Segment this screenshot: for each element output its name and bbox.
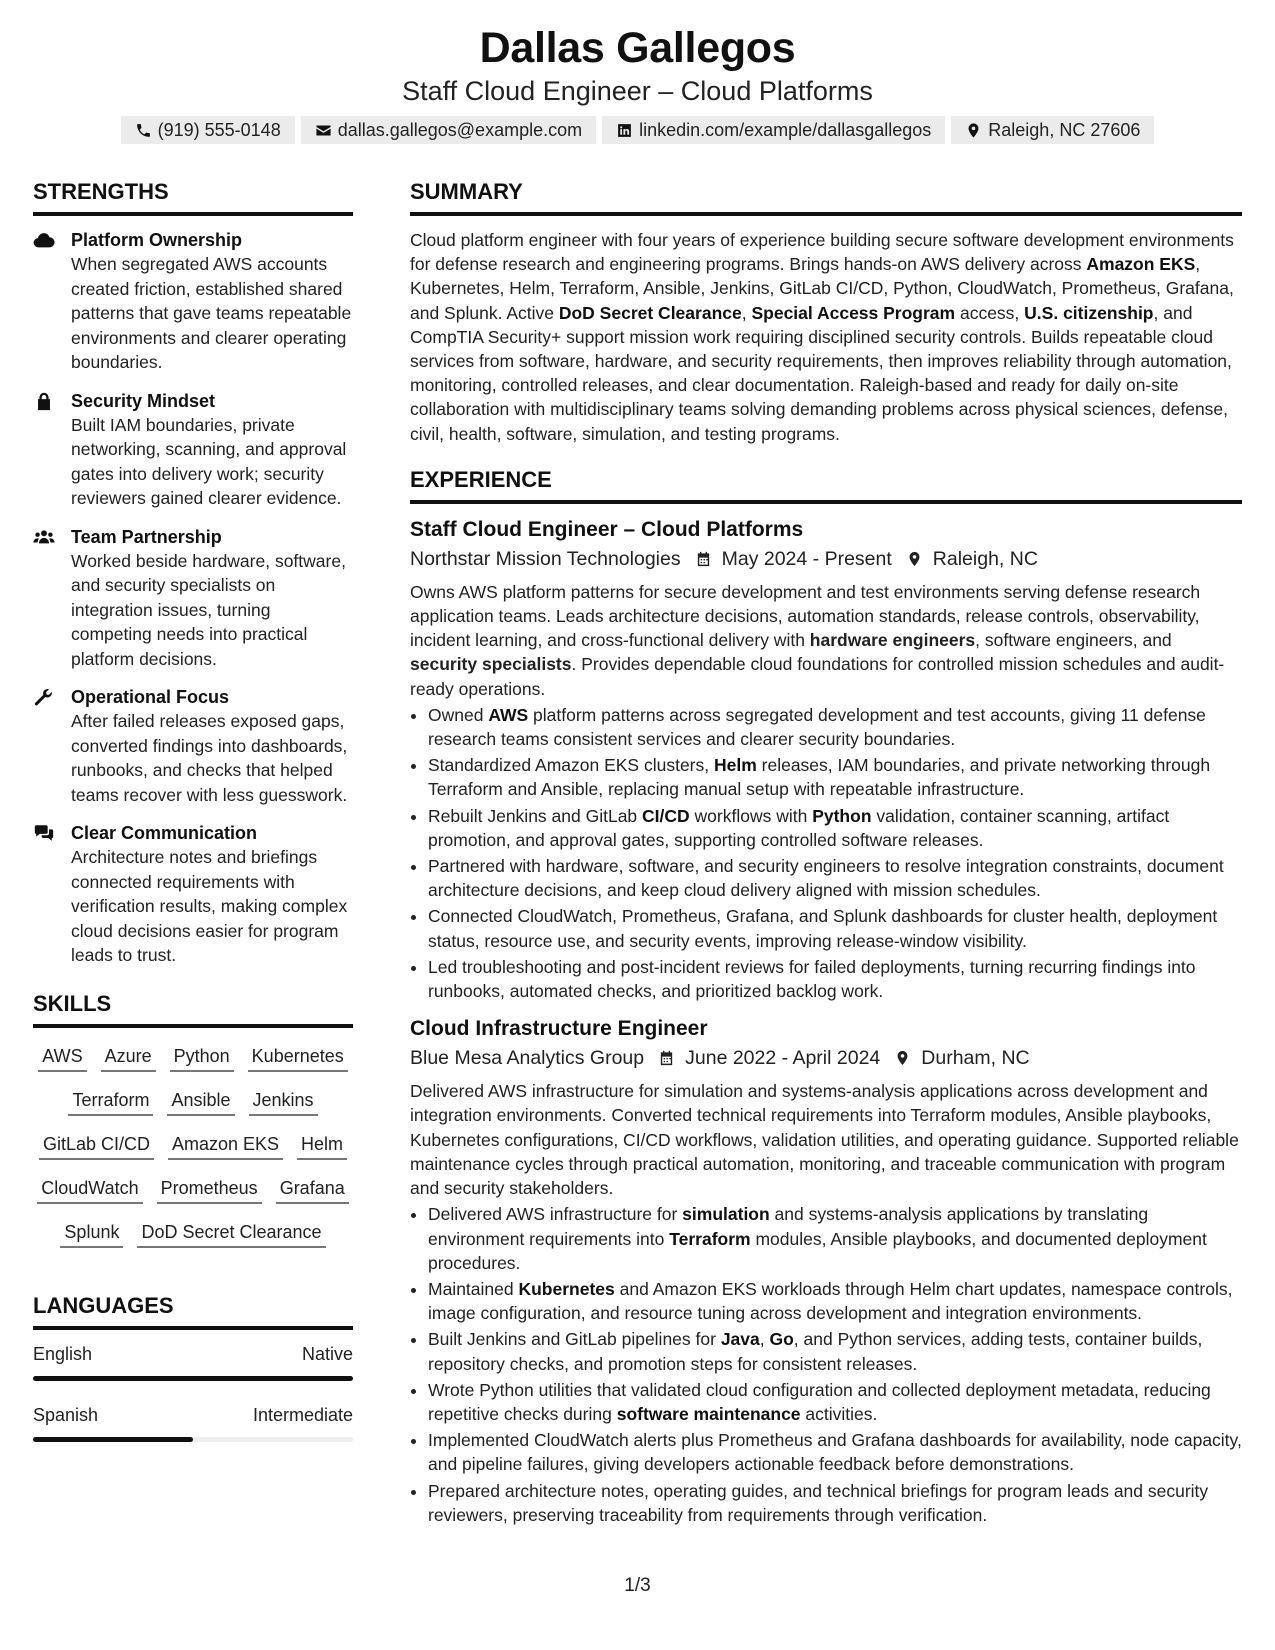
contact-linkedin-text: linkedin.com/example/dallasgallegos	[639, 120, 932, 140]
job-bullet: • Maintained Kubernetes and Amazon EKS workloads through Helm chart updates, namespace controls, image configuration, and resource tuning across development and integration environments.	[428, 1277, 1242, 1325]
job-bullets	[410, 703, 1242, 1003]
contact-email[interactable]	[301, 116, 596, 144]
page-number: 1/3	[624, 1575, 651, 1596]
users-icon	[33, 527, 55, 547]
cloud-icon	[33, 230, 55, 250]
language-proficiency-bar	[33, 1376, 353, 1381]
languages-heading: LANGUAGES	[33, 1292, 353, 1330]
lock-icon	[33, 391, 55, 411]
contact-bar	[0, 116, 1275, 144]
strength-item	[33, 821, 353, 968]
candidate-headline: Staff Cloud Engineer – Cloud Platforms	[402, 76, 873, 106]
job-location: Durham, NC	[921, 1047, 1030, 1070]
map-pin-icon	[906, 550, 923, 568]
job-entry	[410, 516, 1242, 1003]
job-description: Owns AWS platform patterns for secure development and test environments serving defense research application teams. Leads architecture decisions, automation standards, release controls, observability, incident learning, and cross-functional delivery with hardware engineers, software engineers, and security specialists. Provides dependable cloud foundations for controlled mission schedules and audit-ready operations.	[410, 581, 1225, 699]
language-name: English	[33, 1343, 93, 1364]
strength-description: Worked beside hardware, software, and security specialists on integration issues, turning competing needs into practical platform decisions.	[71, 550, 346, 669]
strength-description: When segregated AWS accounts created friction, established shared patterns that gave teams repeatable environments and clearer operating boundaries.	[71, 254, 352, 372]
job-meta	[410, 1043, 1242, 1073]
language-level: Intermediate	[252, 1404, 353, 1425]
language-proficiency-bar	[33, 1437, 353, 1442]
contact-location-text: Raleigh, NC 27606	[988, 120, 1141, 140]
skill-tag: Helm	[297, 1132, 347, 1160]
skill-tag: Prometheus	[157, 1176, 262, 1204]
language-item	[33, 1403, 353, 1442]
strength-item	[33, 389, 353, 511]
job-bullet: • Partnered with hardware, software, and security engineers to resolve integration constraints, document architecture decisions, and keep cloud delivery aligned with mission schedules.	[428, 854, 1242, 902]
summary-heading: SUMMARY	[410, 178, 1242, 216]
contact-location	[951, 116, 1154, 144]
linkedin-icon	[616, 122, 633, 139]
skill-tag: Jenkins	[249, 1088, 318, 1116]
job-bullet: • Wrote Python utilities that validated cloud configuration and collected deployment metadata, reducing repetitive checks during software maintenance activities.	[428, 1378, 1242, 1426]
language-item	[33, 1342, 353, 1381]
calendar-icon	[658, 1049, 675, 1067]
right-column	[410, 178, 1242, 1529]
skill-tag: CloudWatch	[37, 1176, 142, 1204]
skill-tag: Ansible	[167, 1088, 234, 1116]
skill-tag: GitLab CI/CD	[39, 1132, 154, 1160]
language-level: Native	[301, 1343, 353, 1364]
strength-title: Clear Communication	[71, 823, 258, 843]
job-bullets	[410, 1202, 1242, 1527]
map-pin-icon	[894, 1049, 911, 1067]
job-bullet: • Built Jenkins and GitLab pipelines for Java, Go, and Python services, adding tests, container builds, repository checks, and promotion steps for consistent releases.	[428, 1327, 1242, 1375]
job-entry	[410, 1015, 1242, 1527]
job-title: Staff Cloud Engineer – Cloud Platforms	[410, 517, 804, 541]
job-dates: May 2024 - Present	[721, 547, 892, 570]
contact-email-text: dallas.gallegos@example.com	[337, 120, 583, 140]
envelope-icon	[315, 122, 332, 139]
comments-icon	[33, 823, 55, 843]
skill-tag: Grafana	[276, 1176, 349, 1204]
strength-description: After failed releases exposed gaps, converted findings into dashboards, runbooks, and checks that helped teams recover with less guesswork.	[71, 711, 348, 805]
calendar-icon	[695, 550, 712, 568]
strength-item	[33, 228, 353, 375]
job-bullet: • Connected CloudWatch, Prometheus, Grafana, and Splunk dashboards for cluster health, deployment status, resource use, and security events, improving release-window visibility.	[428, 904, 1242, 952]
job-bullet: • Led troubleshooting and post-incident reviews for failed deployments, turning recurring findings into runbooks, automated checks, and prioritized backlog work.	[428, 955, 1242, 1003]
job-company: Northstar Mission Technologies	[410, 547, 681, 570]
skill-tag: AWS	[38, 1044, 86, 1072]
language-proficiency-fill	[33, 1376, 353, 1381]
strength-title: Security Mindset	[71, 390, 216, 411]
job-bullet: • Implemented CloudWatch alerts plus Prometheus and Grafana dashboards for availability, node capacity, and pipeline failures, giving developers actionable feedback before demonstrations.	[428, 1428, 1242, 1476]
phone-icon	[135, 122, 152, 139]
job-bullet: • Owned AWS platform patterns across segregated development and test accounts, giving 11 defense research teams consistent services and clearer security boundaries.	[428, 703, 1242, 751]
summary-text: Cloud platform engineer with four years of experience building secure software development environments for defense research and engineering programs. Brings hands-on AWS delivery across Amazon EKS, Kubernetes, Helm, Terraform, Ansible, Jenkins, GitLab CI/CD, Python, CloudWatch, Prometheus, Grafana, and Splunk. Active DoD Secret Clearance, Special Access Program access, U.S. citizenship, and CompTIA Security+ support mission work requiring disciplined security controls. Builds repeatable cloud services from software, hardware, and security requirements, then improves reliability through automation, monitoring, controlled releases, and clear documentation. Raleigh-based and ready for daily on-site collaboration with multidisciplinary teams solving demanding problems across physical sciences, defense, civil, health, software, simulation, and testing programs.	[410, 230, 1234, 444]
strength-item	[33, 525, 353, 672]
map-pin-icon	[965, 122, 982, 139]
job-location: Raleigh, NC	[932, 547, 1038, 570]
job-bullet: • Delivered AWS infrastructure for simulation and systems-analysis applications by translating environment requirements into Terraform modules, Ansible playbooks, and documented deployment procedures.	[428, 1202, 1242, 1275]
language-name: Spanish	[33, 1404, 99, 1425]
wrench-icon	[33, 687, 55, 707]
strength-description: Built IAM boundaries, private networking, scanning, and approval gates into delivery work; security reviewers gained clearer evidence.	[71, 414, 347, 508]
job-description: Delivered AWS infrastructure for simulation and systems-analysis applications across development and integration environments. Converted technical requirements into Terraform modules, Ansible playbooks, Kubernetes configurations, CI/CD workflows, validation utilities, and operating guidance. Supported reliable maintenance cycles through practical automation, monitoring, and traceable communication with program and security stakeholders.	[410, 1081, 1239, 1199]
experience-heading: EXPERIENCE	[410, 466, 1242, 504]
job-meta	[410, 544, 1242, 574]
job-dates: June 2022 - April 2024	[685, 1047, 881, 1070]
strength-item	[33, 685, 353, 807]
strength-description: Architecture notes and briefings connected requirements with verification results, making complex cloud decisions easier for program leads to trust.	[71, 847, 348, 965]
strength-title: Operational Focus	[71, 687, 230, 707]
skill-tag: Python	[170, 1044, 234, 1072]
strengths-heading: STRENGTHS	[33, 178, 353, 216]
skill-tag: Terraform	[68, 1088, 153, 1116]
job-company: Blue Mesa Analytics Group	[410, 1047, 645, 1070]
resume-header	[0, 22, 1275, 144]
skills-list	[33, 1040, 353, 1248]
skill-tag: Amazon EKS	[168, 1132, 283, 1160]
skill-tag: Azure	[101, 1044, 156, 1072]
contact-phone-text: (919) 555-0148	[157, 120, 281, 140]
language-proficiency-fill	[33, 1437, 193, 1442]
skill-tag: DoD Secret Clearance	[137, 1220, 325, 1248]
skill-tag: Splunk	[60, 1220, 123, 1248]
strength-title: Team Partnership	[71, 526, 222, 547]
job-bullet: • Rebuilt Jenkins and GitLab CI/CD workflows with Python validation, container scanning, artifact promotion, and approval gates, supporting controlled software releases.	[428, 804, 1242, 852]
skills-heading: SKILLS	[33, 990, 353, 1028]
candidate-name: Dallas Gallegos	[479, 24, 796, 72]
skill-tag: Kubernetes	[248, 1044, 348, 1072]
left-column	[33, 178, 353, 1464]
job-bullet: • Prepared architecture notes, operating guides, and technical briefings for program leads and security reviewers, preserving traceability from requirements through verification.	[428, 1479, 1242, 1527]
languages-list	[33, 1342, 353, 1442]
job-bullet: • Standardized Amazon EKS clusters, Helm releases, IAM boundaries, and private networking through Terraform and Ansible, replacing manual setup with repeatable infrastructure.	[428, 753, 1242, 801]
job-title: Cloud Infrastructure Engineer	[410, 1017, 708, 1041]
contact-phone[interactable]	[121, 116, 295, 144]
contact-linkedin[interactable]	[602, 116, 945, 144]
strength-title: Platform Ownership	[71, 230, 243, 250]
